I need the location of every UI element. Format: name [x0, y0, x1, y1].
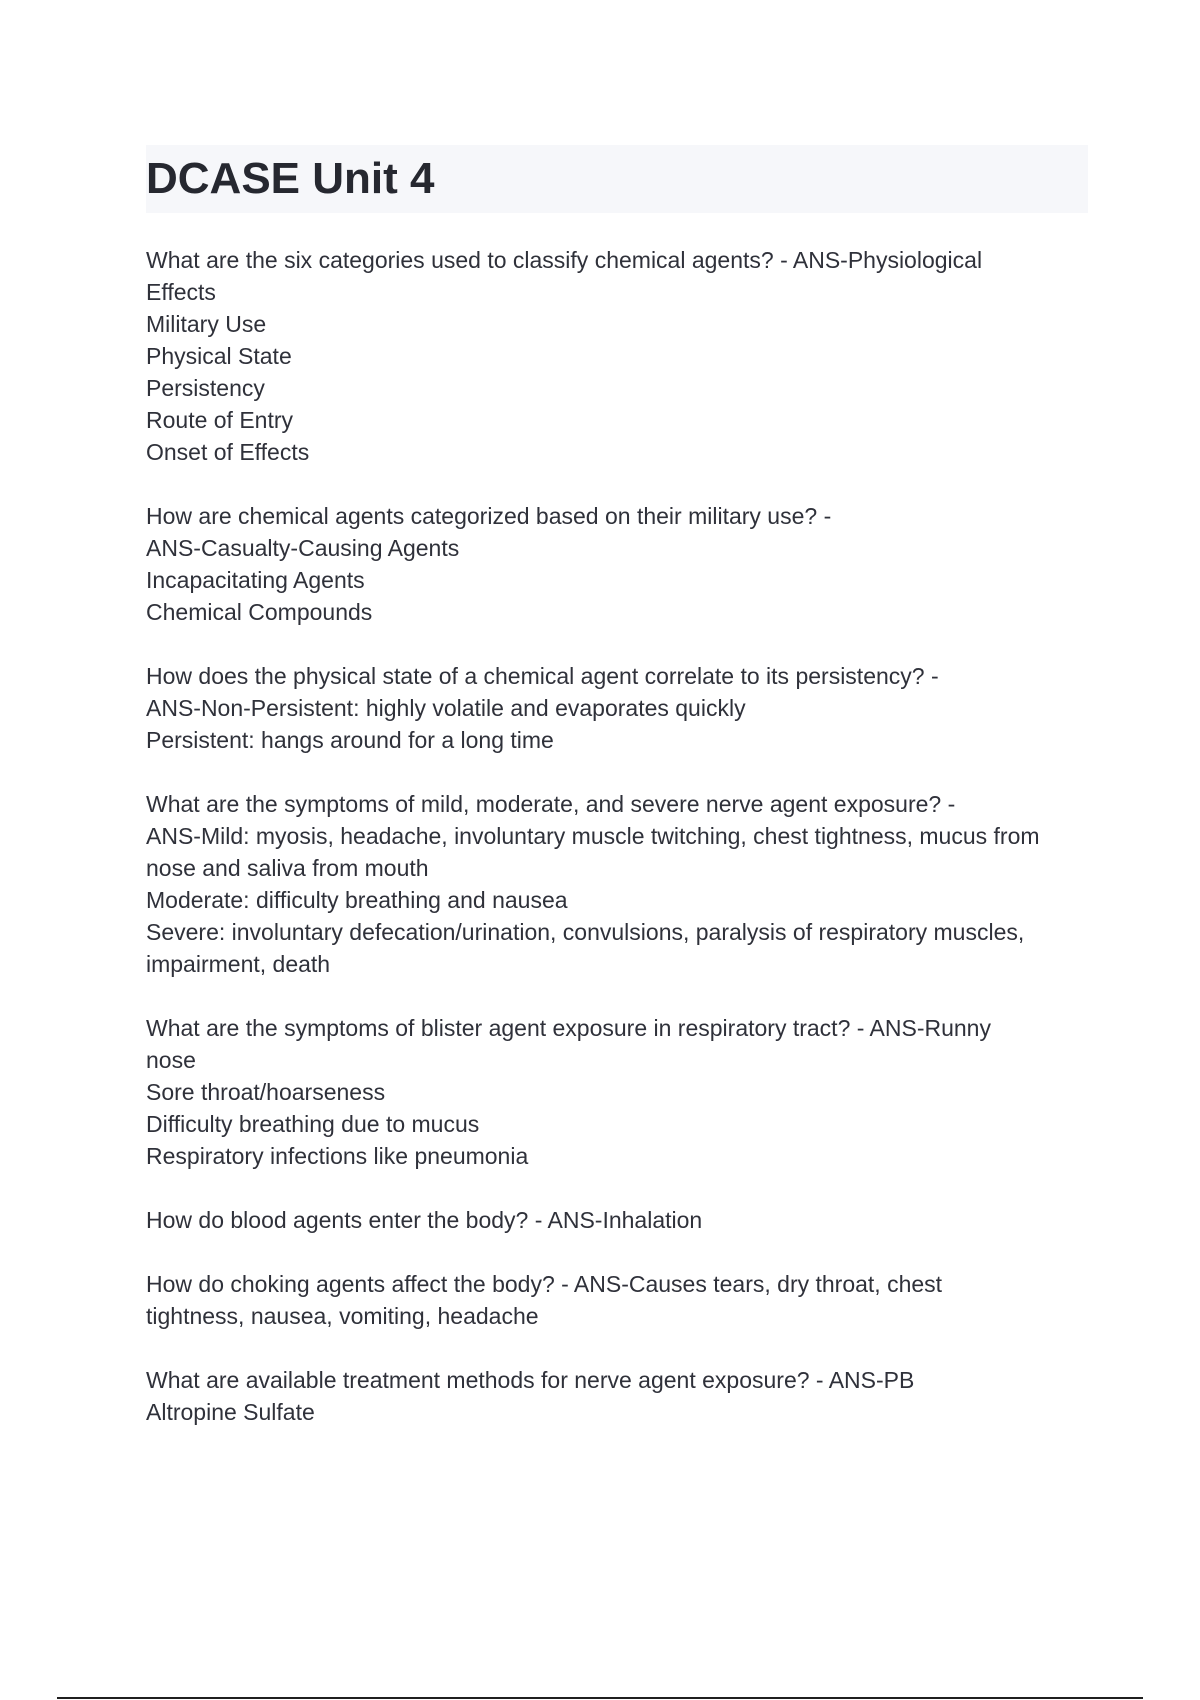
qa-item — [146, 244, 1096, 468]
qa-item — [146, 500, 1096, 628]
qa-line: Chemical Compounds — [146, 599, 373, 625]
qa-line: nose — [146, 1047, 196, 1073]
qa-item — [146, 1012, 1096, 1172]
qa-line: Severe: involuntary defecation/urination, convulsions, paralysis of respiratory muscles, — [146, 919, 1025, 945]
page-title: DCASE Unit 4 — [146, 145, 1088, 213]
footer-divider — [57, 1697, 1143, 1699]
qa-item — [146, 660, 1096, 756]
qa-line: ANS-Non-Persistent: highly volatile and evaporates quickly — [146, 695, 746, 721]
qa-line: What are the symptoms of mild, moderate, and severe nerve agent exposure? - — [146, 791, 956, 817]
qa-line: ANS-Casualty-Causing Agents — [146, 535, 460, 561]
qa-line: Sore throat/hoarseness — [146, 1079, 386, 1105]
qa-line: What are the symptoms of blister agent exposure in respiratory tract? - ANS-Runny — [146, 1015, 991, 1041]
qa-line: Moderate: difficulty breathing and nausea — [146, 887, 568, 913]
qa-line: tightness, nausea, vomiting, headache — [146, 1303, 539, 1329]
qa-line: impairment, death — [146, 951, 331, 977]
qa-line: Altropine Sulfate — [146, 1399, 315, 1425]
qa-line: Onset of Effects — [146, 439, 310, 465]
qa-line: ANS-Mild: myosis, headache, involuntary muscle twitching, chest tightness, mucus from — [146, 823, 1040, 849]
qa-item — [146, 1268, 1096, 1332]
qa-line: Persistency — [146, 375, 265, 401]
qa-line: Respiratory infections like pneumonia — [146, 1143, 529, 1169]
qa-line: Difficulty breathing due to mucus — [146, 1111, 480, 1137]
qa-line: Persistent: hangs around for a long time — [146, 727, 554, 753]
qa-line: What are available treatment methods for nerve agent exposure? - ANS-PB — [146, 1367, 915, 1393]
qa-line: How are chemical agents categorized based on their military use? - — [146, 503, 832, 529]
qa-line: Route of Entry — [146, 407, 294, 433]
qa-line: Military Use — [146, 311, 267, 337]
qa-line: Incapacitating Agents — [146, 567, 365, 593]
qa-line: How do choking agents affect the body? - ANS-Causes tears, dry throat, chest — [146, 1271, 943, 1297]
qa-line: Physical State — [146, 343, 292, 369]
qa-line: nose and saliva from mouth — [146, 855, 429, 881]
qa-line: Effects — [146, 279, 216, 305]
qa-item — [146, 1364, 1096, 1428]
qa-line: How does the physical state of a chemical agent correlate to its persistency? - — [146, 663, 939, 689]
qa-item — [146, 1204, 1096, 1236]
qa-line: How do blood agents enter the body? - ANS-Inhalation — [146, 1207, 703, 1233]
flashcard-list — [146, 244, 1096, 1460]
qa-item — [146, 788, 1096, 980]
qa-line: What are the six categories used to classify chemical agents? - ANS-Physiological — [146, 247, 983, 273]
